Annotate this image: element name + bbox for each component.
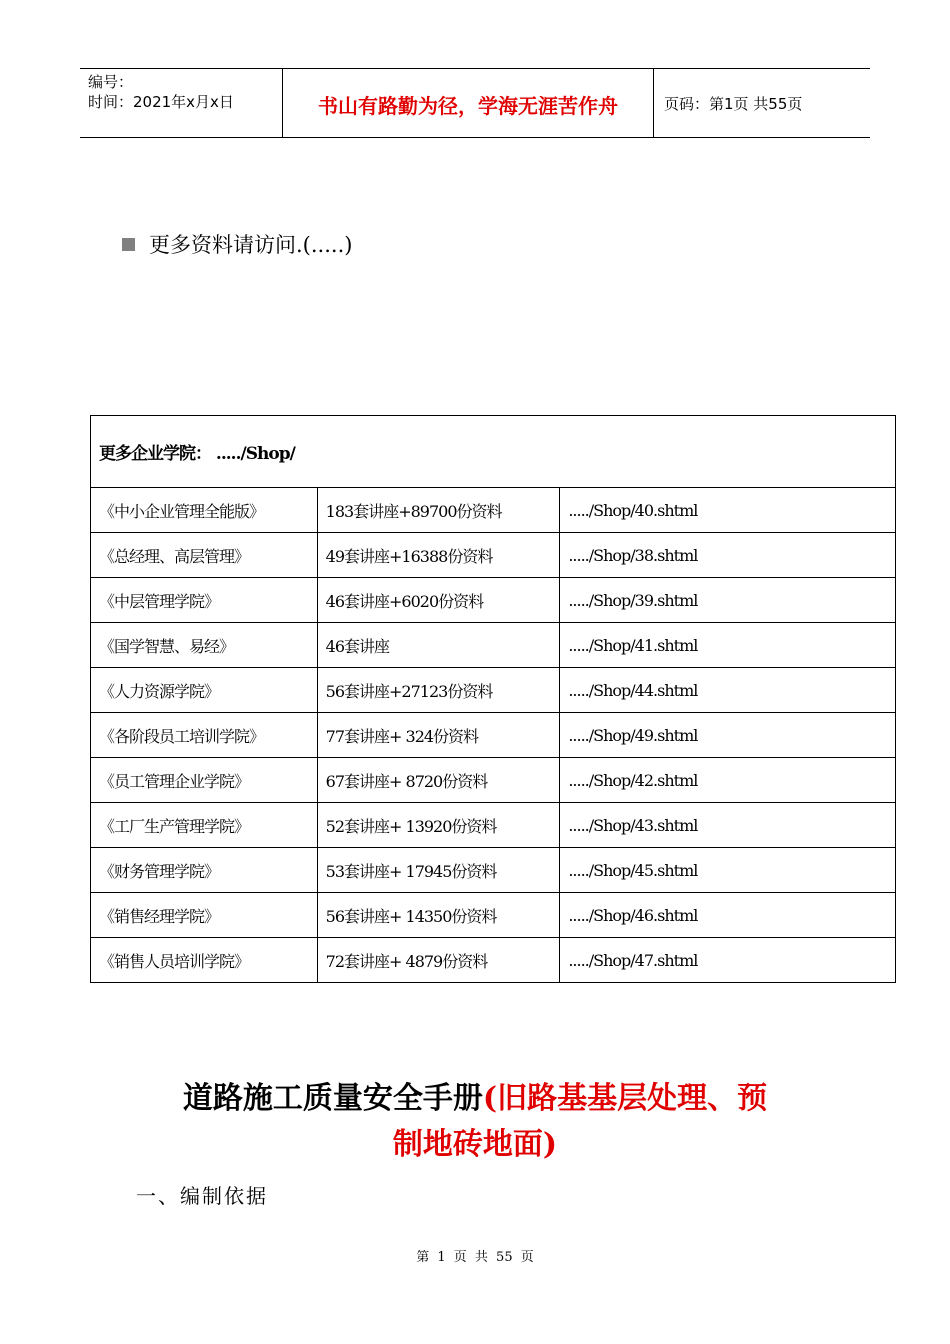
row-url[interactable]: ...../Shop/46.shtml [560,893,896,938]
row-desc: 77套讲座+ 324份资料 [317,713,560,758]
row-name: 《财务管理学院》 [91,848,318,893]
header-motto: 书山有路勤为径，学海无涯苦作舟 [282,69,654,137]
table-row [91,803,896,848]
row-url[interactable]: ...../Shop/42.shtml [560,758,896,803]
row-url[interactable]: ...../Shop/44.shtml [560,668,896,713]
table-row [91,938,896,983]
row-desc: 52套讲座+ 13920份资料 [317,803,560,848]
row-name: 《各阶段员工培训学院》 [91,713,318,758]
row-name: 《中小企业管理全能版》 [91,488,318,533]
row-url[interactable]: ...../Shop/45.shtml [560,848,896,893]
row-name: 《人力资源学院》 [91,668,318,713]
table-row [91,893,896,938]
title-subtitle-part1: (旧路基基层处理、预 [482,1081,768,1116]
row-url[interactable]: ...../Shop/43.shtml [560,803,896,848]
row-desc: 56套讲座+27123份资料 [317,668,560,713]
table-row [91,758,896,803]
row-name: 《国学智慧、易经》 [91,623,318,668]
more-info-line [122,229,352,259]
table-row [91,488,896,533]
table-row [91,578,896,623]
table-row [91,533,896,578]
row-desc: 183套讲座+89700份资料 [317,488,560,533]
row-desc: 67套讲座+ 8720份资料 [317,758,560,803]
row-name: 《销售人员培训学院》 [91,938,318,983]
row-desc: 53套讲座+ 17945份资料 [317,848,560,893]
row-name: 《总经理、高层管理》 [91,533,318,578]
row-name: 《中层管理学院》 [91,578,318,623]
row-url[interactable]: ...../Shop/38.shtml [560,533,896,578]
row-desc: 72套讲座+ 4879份资料 [317,938,560,983]
date-line: 时间：2021年x月x日 [88,93,234,111]
row-name: 《工厂生产管理学院》 [91,803,318,848]
row-desc: 46套讲座+6020份资料 [317,578,560,623]
table-row [91,713,896,758]
title-main: 道路施工质量安全手册 [182,1081,483,1116]
row-desc: 49套讲座+16388份资料 [317,533,560,578]
table-row [91,623,896,668]
header-page-info: 页码：第1页 共55页 [664,94,803,113]
row-url[interactable]: ...../Shop/39.shtml [560,578,896,623]
title-subtitle-part2: 制地砖地面) [392,1127,558,1162]
row-url[interactable]: ...../Shop/41.shtml [560,623,896,668]
row-url[interactable]: ...../Shop/49.shtml [560,713,896,758]
document-title [0,1078,950,1120]
square-bullet-icon [122,238,135,251]
section-heading: 一、编制依据 [136,1184,268,1208]
row-url[interactable]: ...../Shop/47.shtml [560,938,896,983]
row-url[interactable]: ...../Shop/40.shtml [560,488,896,533]
header-meta [80,69,282,137]
links-table-heading: 更多企业学院： ...../Shop/ [91,416,896,488]
page-header [80,68,870,138]
row-desc: 46套讲座 [317,623,560,668]
number-label: 编号： [88,73,134,91]
more-info-text: 更多资料请访问.(.....) [149,233,353,257]
row-name: 《员工管理企业学院》 [91,758,318,803]
table-row [91,848,896,893]
table-row [91,668,896,713]
row-name: 《销售经理学院》 [91,893,318,938]
page-footer: 第 1 页 共 55 页 [416,1250,534,1265]
links-table [90,415,896,983]
links-table-heading-row [91,416,896,488]
row-desc: 56套讲座+ 14350份资料 [317,893,560,938]
